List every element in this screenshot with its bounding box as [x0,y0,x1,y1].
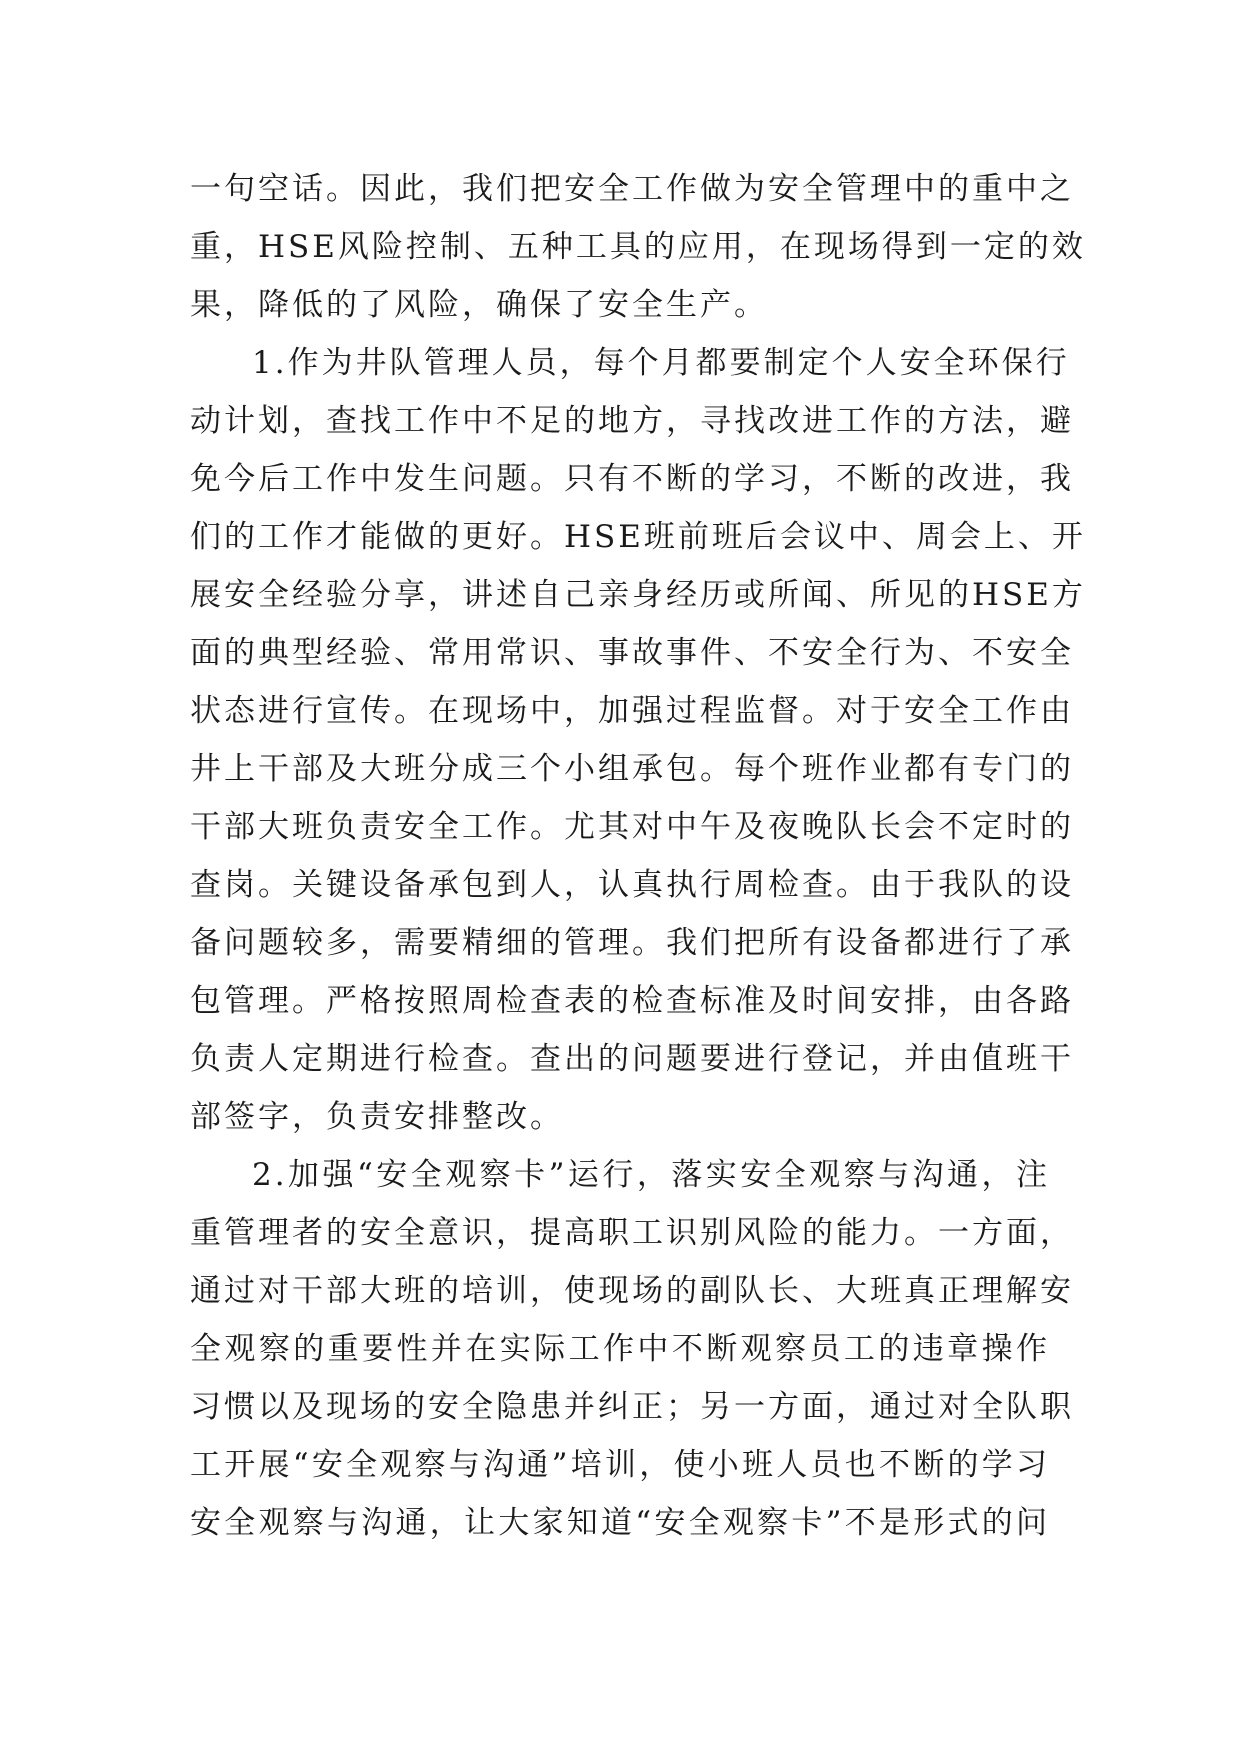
text-line: 免今后工作中发生问题。只有不断的学习，不断的改进，我 [190,461,1074,497]
text-line: 一句空话。因此，我们把安全工作做为安全管理中的重中之 [190,171,1074,207]
text-line: 们的工作才能做的更好。HSE班前班后会议中、周会上、开 [190,519,1086,555]
text-line: 1.作为井队管理人员，每个月都要制定个人安全环保行 [252,345,1070,381]
text-line: 重管理者的安全意识，提高职工识别风险的能力。一方面， [190,1215,1074,1251]
text-line: 2.加强“安全观察卡”运行，落实安全观察与沟通，注 [252,1157,1050,1193]
text-line: 展安全经验分享，讲述自己亲身经历或所闻、所见的HSE方 [190,577,1086,613]
text-line: 面的典型经验、常用常识、事故事件、不安全行为、不安全 [190,635,1074,671]
text-line: 干部大班负责安全工作。尤其对中午及夜晚队长会不定时的 [190,809,1074,845]
text-line: 安全观察与沟通，让大家知道“安全观察卡”不是形式的问 [190,1505,1050,1541]
text-line: 状态进行宣传。在现场中，加强过程监督。对于安全工作由 [190,693,1074,729]
text-line: 重，HSE风险控制、五种工具的应用，在现场得到一定的效 [190,229,1086,265]
text-line: 动计划，查找工作中不足的地方，寻找改进工作的方法，避 [190,403,1074,439]
text-line: 查岗。关键设备承包到人，认真执行周检查。由于我队的设 [190,867,1074,903]
text-line: 包管理。严格按照周检查表的检查标准及时间安排，由各路 [190,983,1074,1019]
text-line: 部签字，负责安排整改。 [190,1099,564,1135]
text-line: 备问题较多，需要精细的管理。我们把所有设备都进行了承 [190,925,1074,961]
text-line: 果，降低的了风险，确保了安全生产。 [190,287,768,323]
document-body [190,160,1086,1552]
text-line: 工开展“安全观察与沟通”培训，使小班人员也不断的学习 [190,1447,1050,1483]
text-line: 负责人定期进行检查。查出的问题要进行登记，并由值班干 [190,1041,1074,1077]
text-line: 全观察的重要性并在实际工作中不断观察员工的违章操作 [190,1331,1050,1367]
text-line: 通过对干部大班的培训，使现场的副队长、大班真正理解安 [190,1273,1074,1309]
text-line: 井上干部及大班分成三个小组承包。每个班作业都有专门的 [190,751,1074,787]
text-line: 习惯以及现场的安全隐患并纠正；另一方面，通过对全队职 [190,1389,1074,1425]
